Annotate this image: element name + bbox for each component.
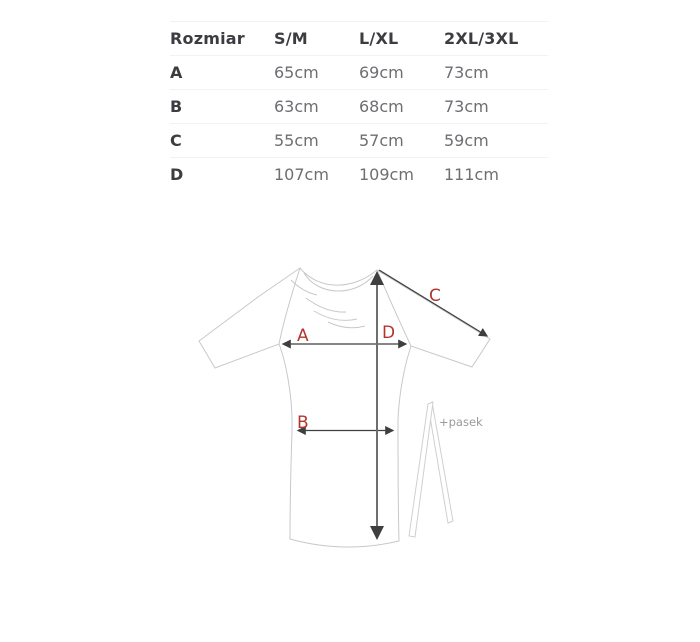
column-header-lxl: L/XL xyxy=(359,28,399,48)
measure-label-d: D xyxy=(382,323,396,343)
inner-neckline-path xyxy=(304,273,373,291)
measure-label-c: C xyxy=(429,286,441,306)
cell-a-sm: 65cm xyxy=(274,62,319,82)
cell-d-lxl: 109cm xyxy=(359,164,414,184)
column-header-rozmiar: Rozmiar xyxy=(170,28,245,48)
row-label-c: C xyxy=(170,130,182,150)
cell-b-sm: 63cm xyxy=(274,96,319,116)
cell-a-2xl: 73cm xyxy=(444,62,489,82)
cell-b-2xl: 73cm xyxy=(444,96,489,116)
measure-label-b: B xyxy=(297,413,309,433)
cell-d-sm: 107cm xyxy=(274,164,329,184)
column-header-2xl3xl: 2XL/3XL xyxy=(444,28,519,48)
cell-c-2xl: 59cm xyxy=(444,130,489,150)
cell-c-lxl: 57cm xyxy=(359,130,404,150)
column-header-sm: S/M xyxy=(274,28,308,48)
cell-b-lxl: 68cm xyxy=(359,96,404,116)
measurement-labels xyxy=(297,286,441,433)
row-label-b: B xyxy=(170,96,183,116)
neckline-fold-lines xyxy=(291,280,365,328)
cell-c-sm: 55cm xyxy=(274,130,319,150)
belt-strip-left xyxy=(409,402,433,537)
measure-label-a: A xyxy=(297,326,309,346)
belt-sketch xyxy=(409,402,483,537)
cell-a-lxl: 69cm xyxy=(359,62,404,82)
row-label-d: D xyxy=(170,164,184,184)
row-label-a: A xyxy=(170,62,183,82)
belt-note-label: +pasek xyxy=(439,415,483,429)
cell-d-2xl: 111cm xyxy=(444,164,499,184)
measurement-lines xyxy=(283,270,487,538)
